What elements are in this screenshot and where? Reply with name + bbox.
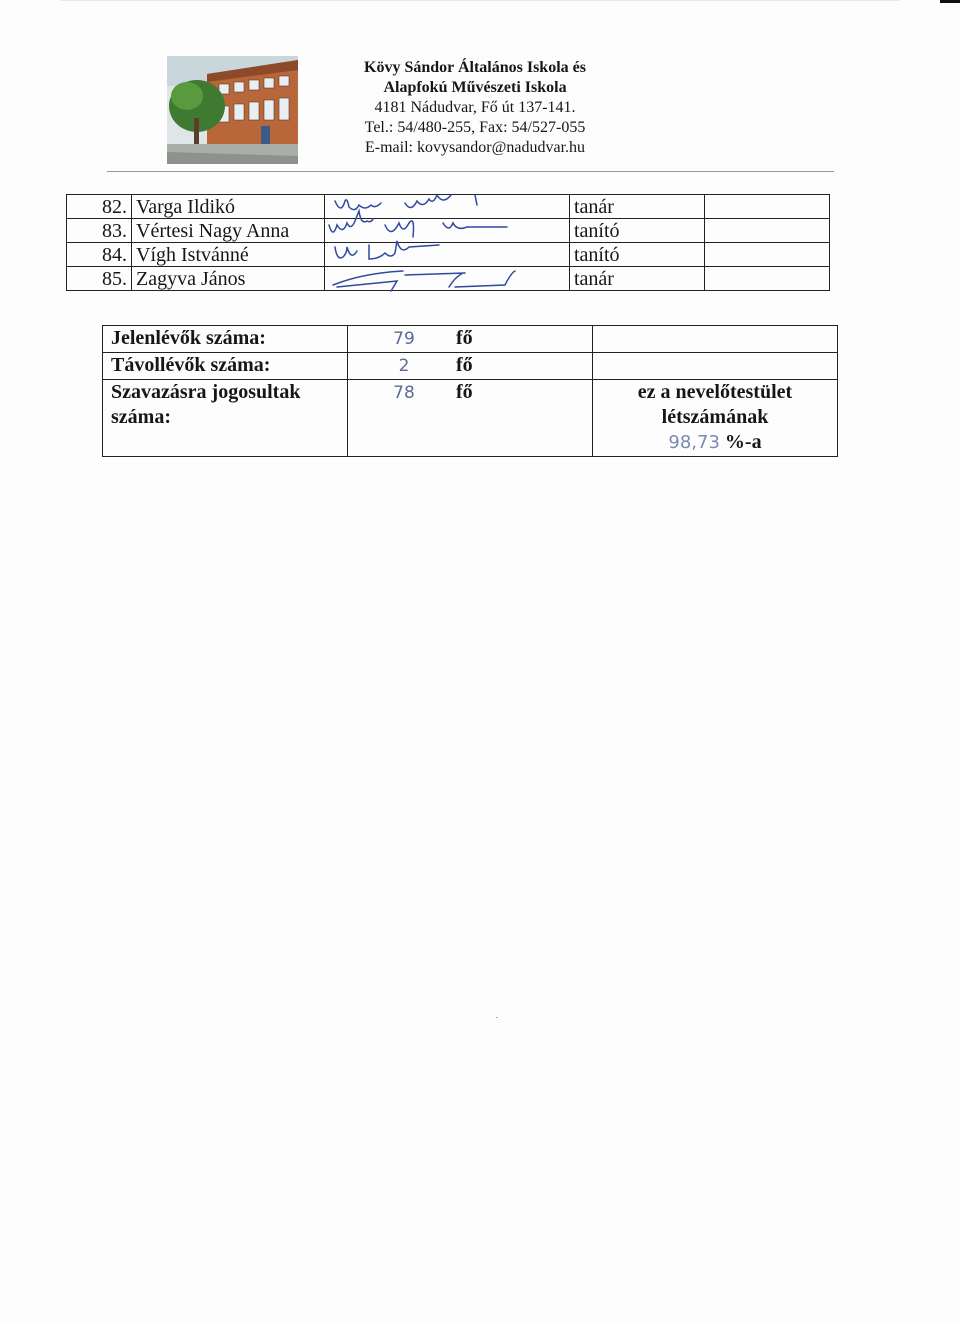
staff-name: Vígh Istvánné	[132, 243, 325, 267]
absent-count-label: Távollévők száma:	[103, 353, 348, 380]
scan-edge-line	[60, 0, 900, 1]
absent-count-value: 2	[398, 356, 410, 376]
present-count-cell	[348, 326, 593, 353]
staff-role: tanító	[570, 219, 705, 243]
ratio-percent	[601, 430, 829, 455]
school-phone-fax: Tel.: 54/480-255, Fax: 54/527-055	[364, 119, 586, 136]
eligible-count-cell	[348, 380, 593, 457]
empty-cell	[705, 267, 830, 291]
school-address: 4181 Nádudvar, Fő út 137-141.	[374, 99, 576, 116]
empty-cell	[705, 243, 830, 267]
table-row	[67, 267, 830, 291]
table-row	[103, 326, 838, 353]
staff-role: tanár	[570, 195, 705, 219]
table-row	[103, 380, 838, 457]
school-letterhead	[310, 58, 640, 158]
row-number: 84.	[67, 243, 132, 267]
ratio-text-line1: ez a nevelőtestület	[637, 381, 793, 403]
scan-corner-mark	[940, 0, 960, 3]
school-name-line1: Kövy Sándor Általános Iskola és	[364, 59, 586, 76]
present-count-value: 79	[393, 329, 415, 349]
row-number: 82.	[67, 195, 132, 219]
eligible-count-value: 78	[393, 383, 415, 403]
signature-cell	[325, 267, 570, 291]
empty-cell	[593, 326, 838, 353]
school-name-line2: Alapfokú Művészeti Iskola	[383, 79, 567, 96]
present-count-label: Jelenlévők száma:	[103, 326, 348, 353]
row-number: 85.	[67, 267, 132, 291]
school-building-photo	[167, 56, 298, 164]
staff-signature-table	[66, 194, 830, 291]
ratio-text-line2: létszámának	[661, 406, 769, 428]
handwritten-signature	[325, 263, 569, 295]
staff-role: tanár	[570, 267, 705, 291]
unit-label: fő	[456, 327, 473, 349]
ratio-percent-suffix: %-a	[724, 431, 762, 453]
table-row	[103, 353, 838, 380]
empty-cell	[705, 195, 830, 219]
staff-name: Zagyva János	[132, 267, 325, 291]
unit-label: fő	[456, 381, 473, 403]
empty-cell	[705, 219, 830, 243]
unit-label: fő	[456, 354, 473, 376]
ratio-percent-value: 98,73	[668, 432, 720, 453]
school-email: E-mail: kovysandor@nadudvar.hu	[364, 139, 586, 156]
absent-count-cell	[348, 353, 593, 380]
header-divider	[107, 171, 834, 172]
empty-cell	[593, 353, 838, 380]
eligible-voters-label: Szavazásra jogosultak száma:	[103, 380, 348, 457]
row-number: 83.	[67, 219, 132, 243]
staff-role: tanító	[570, 243, 705, 267]
scan-speck	[496, 1017, 498, 1018]
staff-name: Varga Ildikó	[132, 195, 325, 219]
attendance-summary-table	[102, 325, 838, 457]
staff-name: Vértesi Nagy Anna	[132, 219, 325, 243]
staff-ratio-cell	[593, 380, 838, 457]
